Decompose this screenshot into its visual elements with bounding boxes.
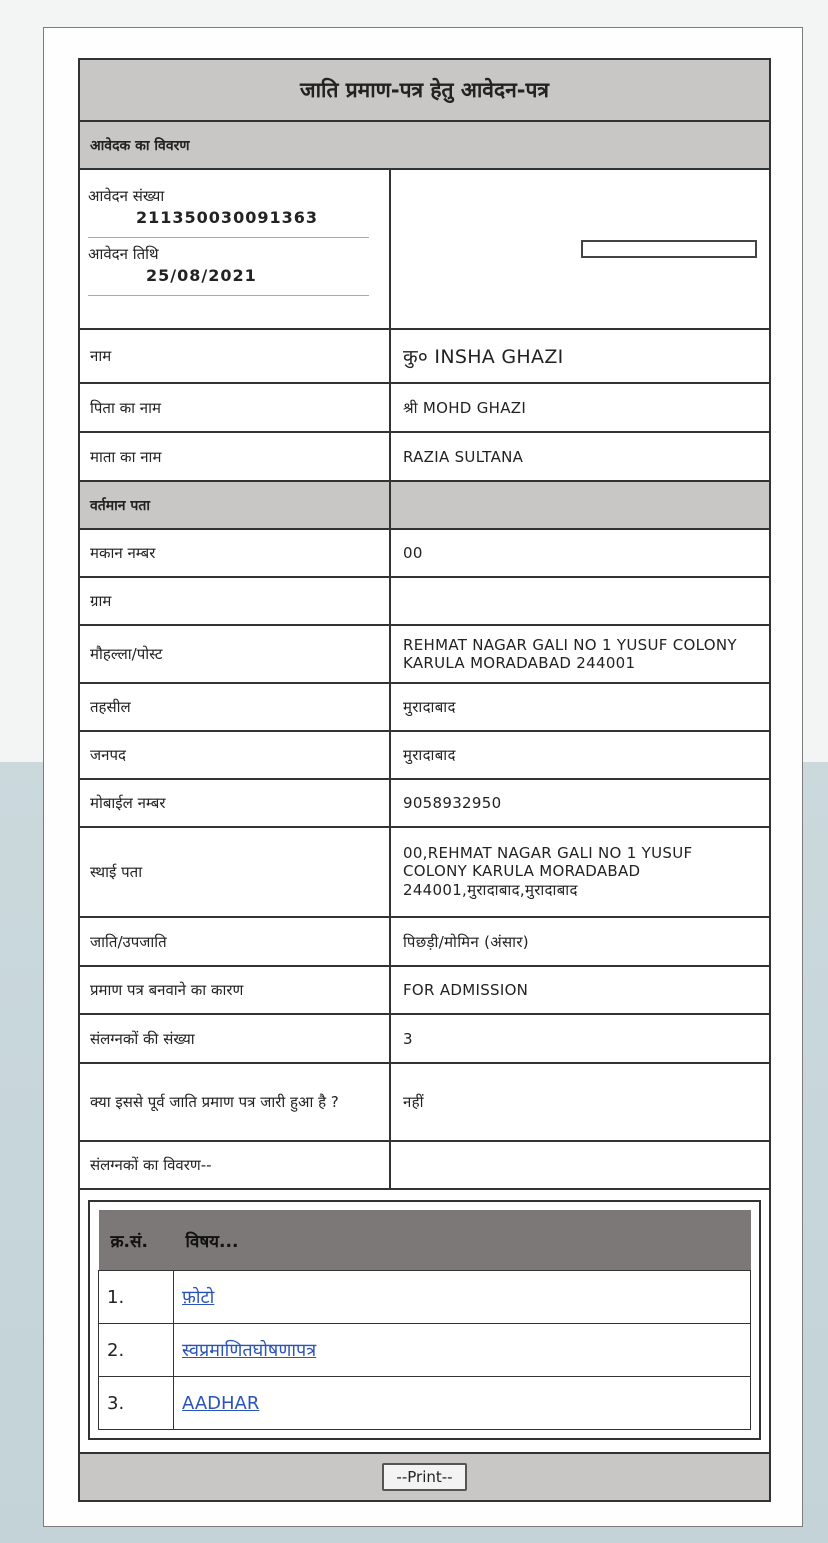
attachment-link-aadhar[interactable]: AADHAR xyxy=(182,1392,260,1414)
locality-value: REHMAT NAGAR GALI NO 1 YUSUF COLONY KARULA MORADABAD 244001 xyxy=(403,636,737,672)
house-value: 00 xyxy=(403,544,423,562)
mother-row xyxy=(80,433,769,482)
permanent-address-row xyxy=(80,828,769,918)
reason-row xyxy=(80,967,769,1015)
application-number-value: 211350030091363 xyxy=(88,206,369,238)
name-value: कु० INSHA GHAZI xyxy=(403,346,564,368)
attachment-detail-value xyxy=(391,1142,769,1188)
attachment-detail-label: संलग्नकों का विवरण-- xyxy=(80,1142,391,1188)
locality-row xyxy=(80,626,769,684)
photo-area xyxy=(391,170,769,328)
caste-label: जाति/उपजाति xyxy=(80,918,391,965)
district-value: मुरादाबाद xyxy=(403,746,456,764)
application-date-value: 25/08/2021 xyxy=(88,264,369,296)
mother-value: RAZIA SULTANA xyxy=(403,447,524,466)
attachment-detail-row xyxy=(80,1142,769,1190)
name-row xyxy=(80,330,769,384)
district-label: जनपद xyxy=(80,732,391,778)
father-label: पिता का नाम xyxy=(80,384,391,431)
blank-field-box xyxy=(581,240,757,258)
previous-certificate-row xyxy=(80,1064,769,1142)
col-subject: विषय... xyxy=(174,1210,751,1271)
row-serial-number: 2. xyxy=(99,1324,174,1377)
caste-value: पिछड़ी/मोमिन (अंसार) xyxy=(403,932,529,951)
form-title: जाति प्रमाण-पत्र हेतु आवेदन-पत्र xyxy=(80,60,769,122)
tehsil-value: मुरादाबाद xyxy=(403,698,456,716)
village-row xyxy=(80,578,769,626)
tehsil-label: तहसील xyxy=(80,684,391,730)
permanent-address-value: 00,REHMAT NAGAR GALI NO 1 YUSUF COLONY KARULA MORADABAD 244001,मुरादाबाद,मुरादाबाद xyxy=(403,844,693,899)
house-label: मकान नम्बर xyxy=(80,530,391,576)
col-serial-number: क्र.सं. xyxy=(99,1210,174,1271)
table-row xyxy=(99,1271,751,1324)
caste-row xyxy=(80,918,769,967)
previous-certificate-value: नहीं xyxy=(403,1093,424,1111)
application-form xyxy=(78,58,771,1502)
permanent-address-label: स्थाई पता xyxy=(80,828,391,916)
application-info-row xyxy=(80,170,769,330)
current-address-heading: वर्तमान पता xyxy=(80,482,391,528)
tehsil-row xyxy=(80,684,769,732)
row-serial-number: 1. xyxy=(99,1271,174,1324)
previous-certificate-label: क्या इससे पूर्व जाति प्रमाण पत्र जारी हुआ है ? xyxy=(80,1064,391,1140)
district-row xyxy=(80,732,769,780)
attachment-link-photo[interactable]: फ़ोटो xyxy=(182,1287,215,1308)
locality-label: मौहल्ला/पोस्ट xyxy=(80,626,391,682)
table-row xyxy=(99,1377,751,1430)
application-info-cell xyxy=(80,170,391,328)
print-button[interactable]: --Print-- xyxy=(382,1463,466,1491)
father-value: श्री MOHD GHAZI xyxy=(403,398,527,417)
mobile-label: मोबाईल नम्बर xyxy=(80,780,391,826)
father-row xyxy=(80,384,769,433)
attachment-count-row xyxy=(80,1015,769,1064)
mobile-value: 9058932950 xyxy=(403,794,502,812)
row-subject-cell xyxy=(174,1324,751,1377)
current-address-heading-blank xyxy=(391,482,769,528)
application-number-label: आवेदन संख्या xyxy=(88,187,165,205)
section-current-address xyxy=(80,482,769,530)
attachments-frame xyxy=(88,1200,761,1440)
house-row xyxy=(80,530,769,578)
row-subject-cell xyxy=(174,1271,751,1324)
name-label: नाम xyxy=(80,330,391,382)
mother-label: माता का नाम xyxy=(80,433,391,480)
attachment-link-self-declaration[interactable]: स्वप्रमाणितघोषणापत्र xyxy=(182,1340,317,1361)
village-value xyxy=(391,578,769,624)
row-serial-number: 3. xyxy=(99,1377,174,1430)
attachments-header-row xyxy=(99,1210,751,1271)
section-applicant-details: आवेदक का विवरण xyxy=(80,122,769,170)
print-bar xyxy=(80,1454,769,1500)
row-subject-cell xyxy=(174,1377,751,1430)
attachment-count-label: संलग्नकों की संख्या xyxy=(80,1015,391,1062)
attachments-section xyxy=(80,1190,769,1454)
application-date-label: आवेदन तिथि xyxy=(88,245,159,263)
reason-value: FOR ADMISSION xyxy=(403,981,529,999)
reason-label: प्रमाण पत्र बनवाने का कारण xyxy=(80,967,391,1013)
table-row xyxy=(99,1324,751,1377)
mobile-row xyxy=(80,780,769,828)
village-label: ग्राम xyxy=(80,578,391,624)
attachment-count-value: 3 xyxy=(403,1029,413,1048)
attachments-table xyxy=(98,1210,751,1430)
